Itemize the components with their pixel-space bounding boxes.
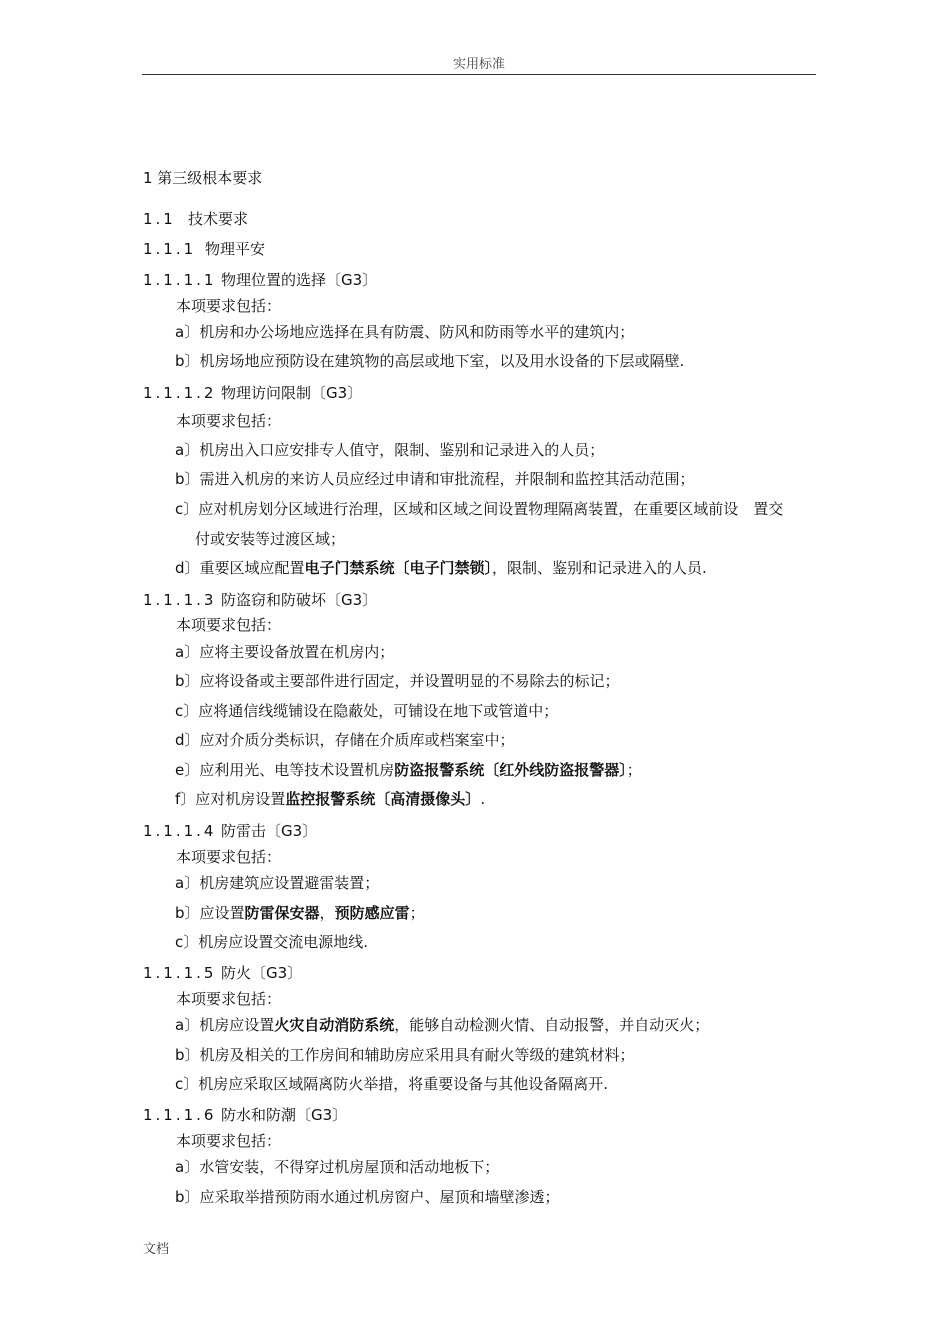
item-emphasis: 预防感应雷	[334, 904, 410, 922]
requirement-item: c〕应将通信线缆铺设在隐蔽处，可铺设在地下或管道中；	[175, 702, 559, 720]
subsection-number: 1.1.1.3	[143, 591, 217, 609]
requirement-item: c〕机房应设置交流电源地线.	[175, 933, 369, 951]
requirement-item: b〕机房场地应预防设在建筑物的高层或地下室，以及用水设备的下层或隔壁.	[175, 352, 685, 370]
section-title: 物理平安	[205, 240, 266, 258]
item-text: a〕机房应设置	[175, 1016, 275, 1034]
page-header: 实用标准	[142, 58, 816, 75]
subsection-title: 物理位置的选择〔G3〕	[221, 271, 378, 289]
item-text: b〕应设置	[175, 904, 245, 922]
subsection-number: 1.1.1.2	[143, 384, 217, 402]
item-emphasis: 监控报警系统〔高清摄像头〕	[285, 790, 481, 808]
requirement-intro: 本项要求包括：	[176, 990, 282, 1008]
item-text: ，能够自动检测火情、自动报警，并自动灭火；	[394, 1016, 710, 1034]
item-emphasis: 防盗报警系统〔红外线防盗报警器〕	[394, 761, 627, 779]
requirement-item: a〕应将主要设备放置在机房内；	[175, 643, 395, 661]
section-number: 1.1.1	[143, 240, 197, 258]
requirement-item: c〕应对机房划分区域进行治理，区域和区域之间设置物理隔离装置，在重要区域前设 置交	[175, 500, 784, 518]
section-heading-1-1-1	[143, 239, 265, 259]
subsection-heading	[143, 270, 377, 290]
subsection-title: 防雷击〔G3〕	[221, 822, 318, 840]
requirement-item: b〕需进入机房的来访人员应经过申请和审批流程，并限制和监控其活动范围；	[175, 470, 695, 488]
item-text: f〕应对机房设置	[175, 790, 286, 808]
subsection-heading	[143, 590, 377, 610]
item-text: ；	[626, 761, 642, 779]
section-title: 技术要求	[188, 210, 249, 228]
item-text: .	[480, 790, 486, 808]
requirement-item: c〕机房应采取区域隔离防火举措，将重要设备与其他设备隔离开.	[175, 1075, 609, 1093]
section-heading-1-1	[143, 209, 248, 229]
requirement-intro: 本项要求包括：	[176, 848, 282, 866]
subsection-heading	[143, 821, 317, 841]
requirement-item	[175, 789, 485, 809]
subsection-heading	[143, 963, 302, 983]
requirement-item: a〕机房建筑应设置避雷装置；	[175, 874, 380, 892]
item-emphasis: 火灾自动消防系统	[274, 1016, 395, 1034]
requirement-intro: 本项要求包括：	[176, 1132, 282, 1150]
page-footer: 文档	[143, 1242, 170, 1257]
item-text: d〕重要区域应配置	[175, 559, 305, 577]
requirement-item-continuation: 付或安装等过渡区域；	[195, 530, 346, 548]
subsection-title: 防水和防潮〔G3〕	[221, 1106, 348, 1124]
requirement-item: a〕机房出入口应安排专人值守，限制、鉴别和记录进入的人员；	[175, 441, 605, 459]
requirement-item	[175, 760, 642, 780]
requirement-intro: 本项要求包括：	[176, 412, 282, 430]
requirement-item	[175, 1015, 709, 1035]
item-emphasis: 电子门禁系统〔电子门禁锁〕	[304, 559, 493, 577]
subsection-heading	[143, 1105, 347, 1125]
requirement-item: b〕应将设备或主要部件进行固定，并设置明显的不易除去的标记；	[175, 672, 620, 690]
requirement-item: b〕机房及相关的工作房间和辅助房应采用具有耐火等级的建筑材料；	[175, 1046, 635, 1064]
item-text: ；	[409, 904, 425, 922]
subsection-title: 防盗窃和防破坏〔G3〕	[221, 591, 378, 609]
requirement-item	[175, 558, 707, 578]
chapter-heading: 1 第三级根本要求	[143, 169, 263, 187]
requirement-item: a〕水管安装，不得穿过机房屋顶和活动地板下；	[175, 1158, 500, 1176]
subsection-number: 1.1.1.1	[143, 271, 217, 289]
requirement-intro: 本项要求包括：	[176, 297, 282, 315]
requirement-item	[175, 903, 425, 923]
item-text: ，限制、鉴别和记录进入的人员.	[492, 559, 707, 577]
subsection-title: 防火〔G3〕	[221, 964, 303, 982]
subsection-heading	[143, 383, 362, 403]
item-emphasis: 防雷保安器	[244, 904, 320, 922]
item-text: e〕应利用光、电等技术设置机房	[175, 761, 395, 779]
requirement-intro: 本项要求包括：	[176, 616, 282, 634]
item-text: ，	[319, 904, 335, 922]
subsection-title: 物理访问限制〔G3〕	[221, 384, 363, 402]
subsection-number: 1.1.1.6	[143, 1106, 217, 1124]
requirement-item: d〕应对介质分类标识，存储在介质库或档案室中；	[175, 731, 515, 749]
subsection-number: 1.1.1.4	[143, 822, 217, 840]
section-number: 1.1	[143, 210, 176, 228]
subsection-number: 1.1.1.5	[143, 964, 217, 982]
requirement-item: b〕应采取举措预防雨水通过机房窗户、屋顶和墙壁渗透；	[175, 1188, 560, 1206]
requirement-item: a〕机房和办公场地应选择在具有防震、防风和防雨等水平的建筑内；	[175, 323, 635, 341]
